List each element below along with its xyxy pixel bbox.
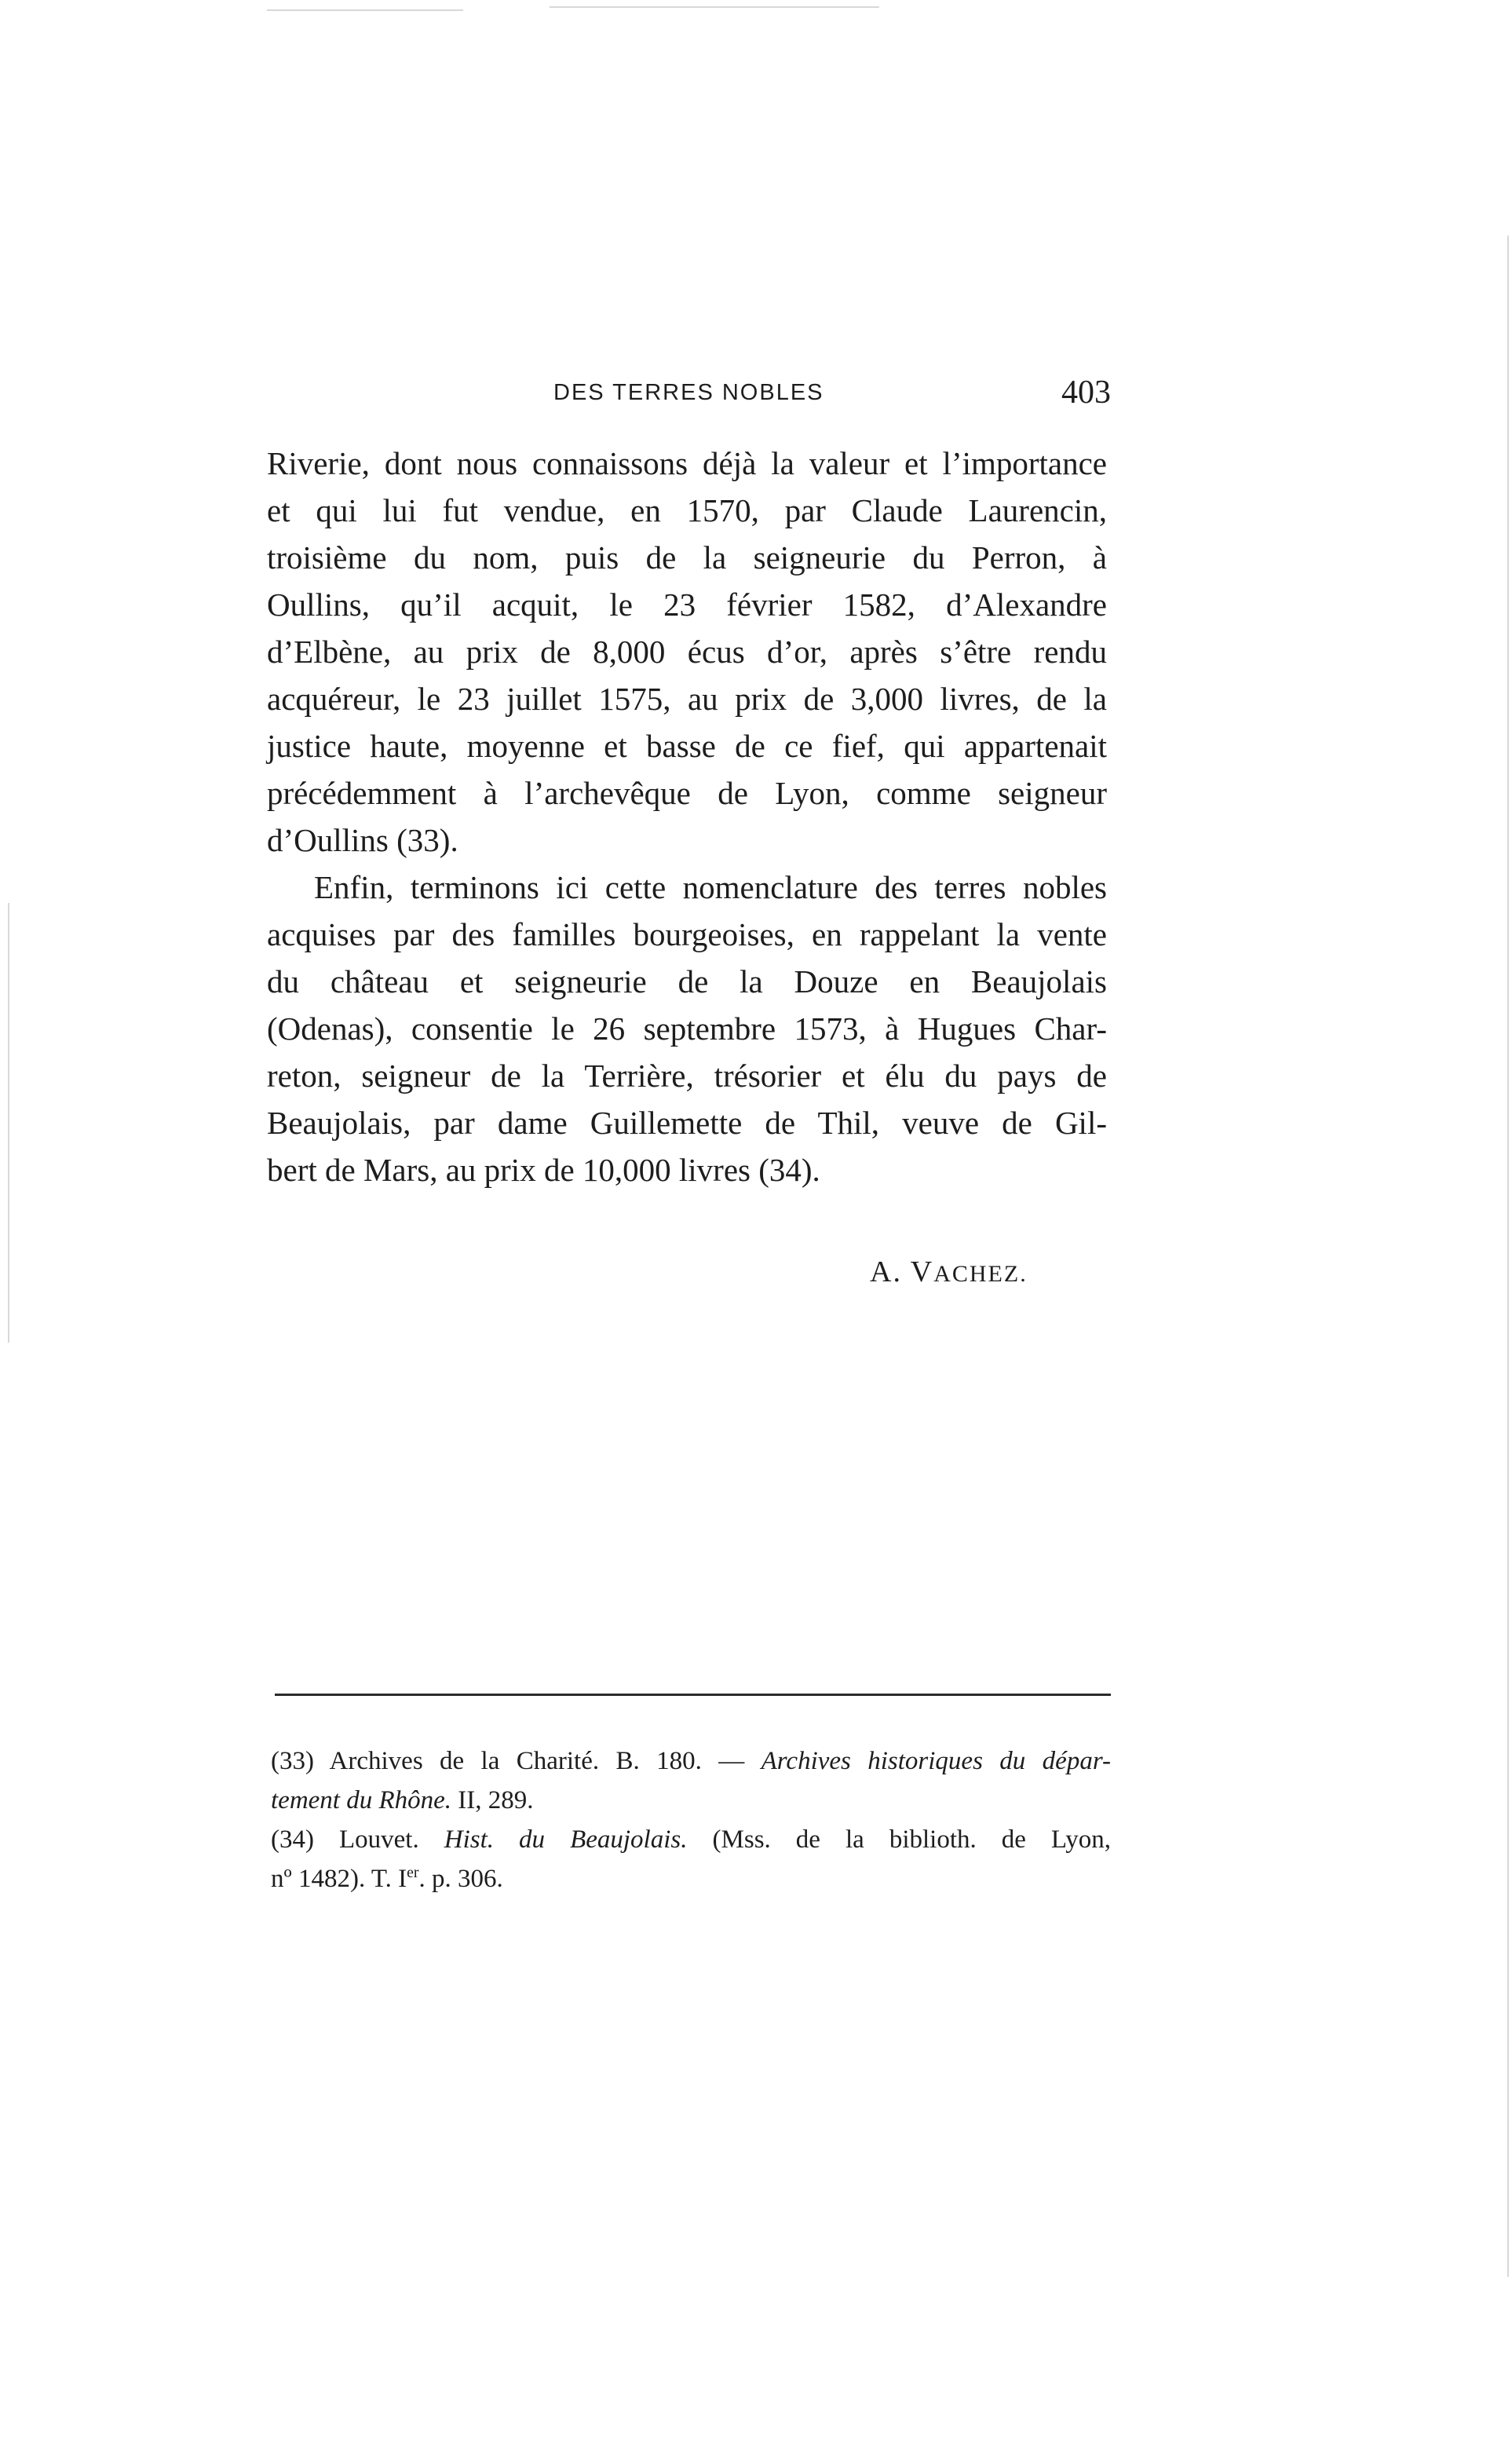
footnote-33-line-2 bbox=[271, 1781, 1111, 1820]
footnote-text: II, 289. bbox=[458, 1786, 534, 1814]
signature-rest: ACHEZ. bbox=[933, 1261, 1028, 1287]
text-line: et qui lui fut vendue, en 1570, par Claude Laurencin, bbox=[267, 492, 1107, 528]
footnote-34-line-2 bbox=[271, 1859, 1111, 1898]
footnote-rule bbox=[275, 1694, 1111, 1696]
scan-artifact bbox=[550, 6, 879, 8]
text-line: Riverie, dont nous connaissons déjà la valeur et l’importance bbox=[267, 445, 1107, 481]
footnote-text: nº 1482). T. I bbox=[271, 1865, 407, 1893]
footnote-33-line-1 bbox=[271, 1741, 1111, 1781]
text-line: (Odenas), consentie le 26 septembre 1573, à Hugues Char- bbox=[267, 1010, 1107, 1047]
text-line: du château et seigneurie de la Douze en Beaujolais bbox=[267, 963, 1107, 999]
text-line: troisième du nom, puis de la seigneurie du Perron, à bbox=[267, 539, 1107, 576]
footnote-superscript: er bbox=[407, 1864, 419, 1881]
page-number: 403 bbox=[1061, 375, 1111, 411]
footnote-italic-text: tement du Rhône. bbox=[271, 1786, 452, 1814]
text-line: d’Oullins (33). bbox=[267, 822, 458, 858]
scan-artifact bbox=[267, 9, 463, 11]
paragraph-1 bbox=[267, 440, 1107, 864]
body-text bbox=[267, 440, 1107, 1193]
running-head bbox=[267, 375, 1111, 419]
footnote-text: . p. 306. bbox=[418, 1865, 503, 1893]
text-line: acquéreur, le 23 juillet 1575, au prix de 3,000 livres, de la bbox=[267, 681, 1107, 717]
footnote-text: (Mss. de la biblioth. de Lyon, bbox=[712, 1825, 1112, 1854]
text-line: reton, seigneur de la Terrière, trésorier et élu du pays de bbox=[267, 1058, 1107, 1094]
text-line: précédemment à l’archevêque de Lyon, comme seigneur bbox=[267, 775, 1107, 811]
scan-artifact bbox=[1507, 236, 1509, 2277]
text-line: Beaujolais, par dame Guillemette de Thil, veuve de Gil- bbox=[267, 1105, 1107, 1141]
footnotes bbox=[271, 1741, 1111, 1898]
footnote-text: (34) Louvet. bbox=[271, 1825, 419, 1854]
footnote-italic-text: Archives historiques du dépar- bbox=[761, 1747, 1111, 1775]
paragraph-2 bbox=[267, 864, 1107, 1193]
text-line: d’Elbène, au prix de 8,000 écus d’or, après s’être rendu bbox=[267, 634, 1107, 670]
author-signature bbox=[870, 1255, 1028, 1289]
text-line: Oullins, qu’il acquit, le 23 février 1582, d’Alexandre bbox=[267, 587, 1107, 623]
footnote-34-line-1 bbox=[271, 1820, 1111, 1859]
footnote-italic-text: Hist. du Beaujolais. bbox=[444, 1825, 688, 1854]
text-line: acquises par des familles bourgeoises, en rappelant la vente bbox=[267, 916, 1107, 952]
signature-initial: A. V bbox=[870, 1255, 934, 1288]
footnote-text: (33) Archives de la Charité. B. 180. — bbox=[271, 1747, 745, 1775]
scan-artifact bbox=[8, 903, 9, 1343]
running-title: DES TERRES NOBLES bbox=[553, 380, 824, 405]
text-line: Enfin, terminons ici cette nomenclature des terres nobles bbox=[314, 869, 1107, 905]
text-line: bert de Mars, au prix de 10,000 livres (34). bbox=[267, 1152, 820, 1188]
text-line: justice haute, moyenne et basse de ce fief, qui appartenait bbox=[267, 728, 1107, 764]
